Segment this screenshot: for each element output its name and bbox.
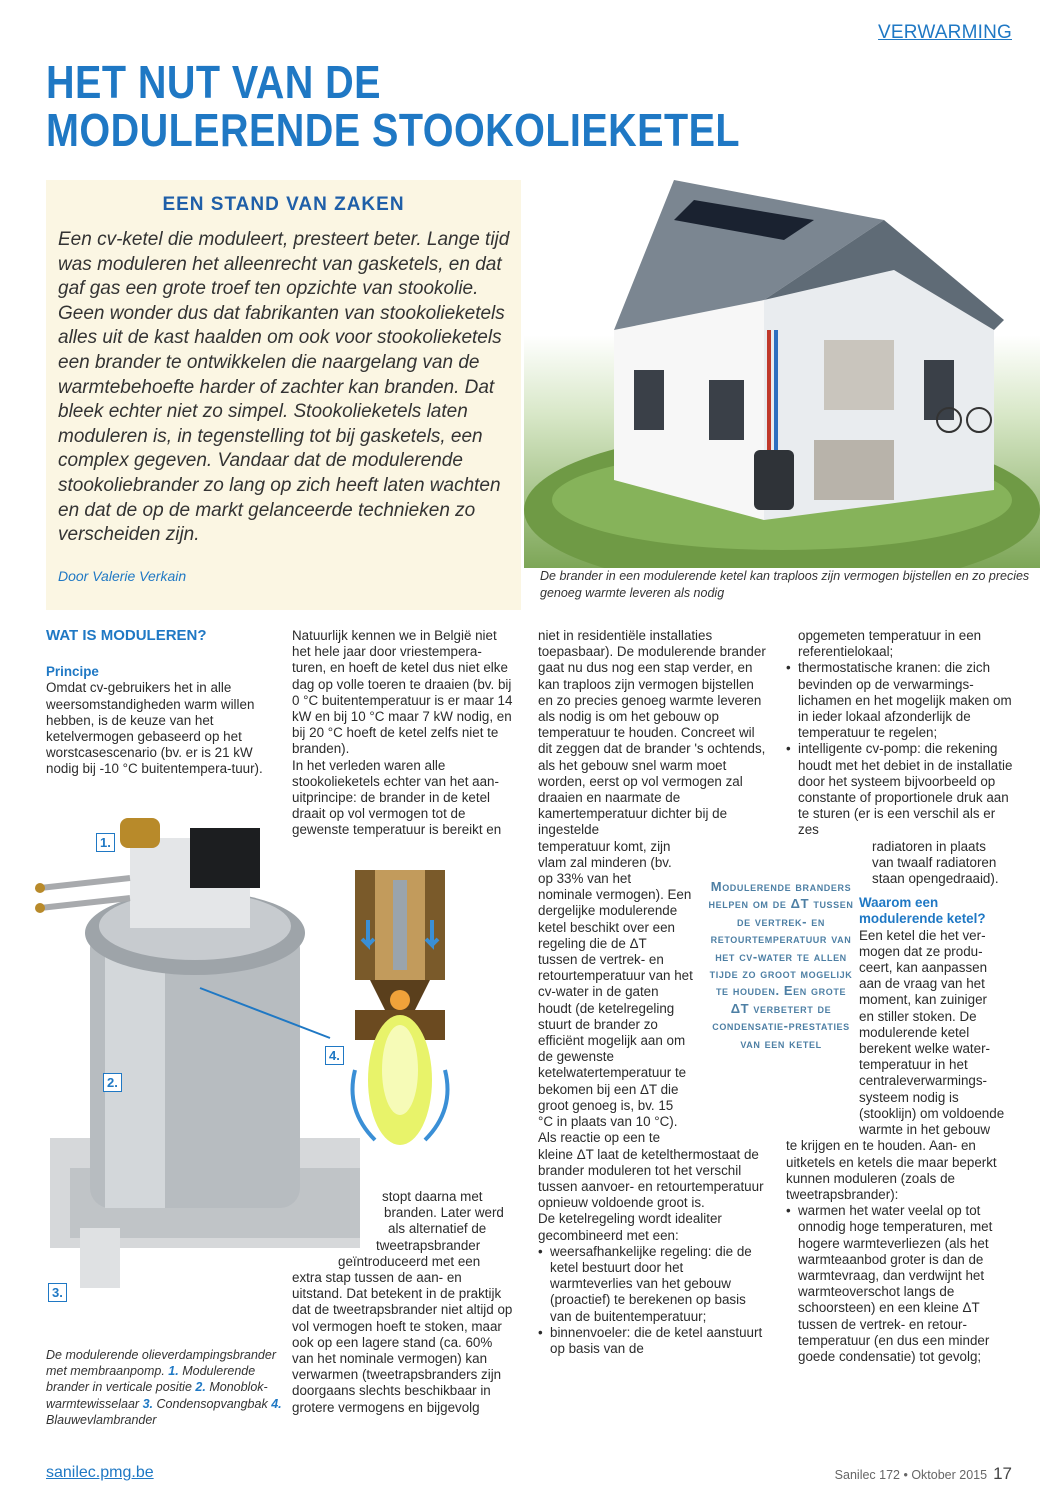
col1-text: Omdat cv-gebruikers het in alle weersomstandigheden warm willen hebben, is de keuze van het ketelvermogen gebaseerd op het worstcasescenario (bv. er is 21 kW nodig bij -10 °C buitentempera-tuur). (46, 680, 263, 777)
figure-label-2: 2. (103, 1073, 122, 1092)
col4-wrap-line: moment, kan zuiniger (859, 992, 988, 1008)
column-1 (46, 628, 274, 778)
col3-wrap-line: op 33% van het (538, 871, 632, 887)
col3-wrap-line: ketel beschikt over een (538, 919, 675, 935)
intro-heading: EEN STAND VAN ZAKEN (162, 194, 405, 215)
col3-wrap-line: tussen de vertrek- en (538, 952, 664, 968)
col4-wrap-line: modulerende ketel (859, 1024, 970, 1040)
col2-wrap-line: als alternatief de (388, 1221, 487, 1237)
subheading-waarom: Waarom een modulerende ketel? (859, 895, 986, 927)
col3-wrap-line: cv-water in de gaten (538, 984, 659, 1000)
col3-wrap-line: regeling die de ΔT (538, 935, 647, 951)
column-4 (786, 628, 1014, 1365)
col4-wrap-line: aan de vraag van het (859, 976, 985, 992)
boiler-caption: De modulerende olieverdampingsbrander met membraanpomp. 1. Modulerende brander in verticale positie 2. Monoblok-warmtewisselaar 3. Condensopvangbak 4. Blauwevlambrander (46, 1348, 282, 1427)
article-title (46, 58, 820, 154)
col3-wrap-line: groot genoeg is, bv. 15 (538, 1097, 674, 1113)
house-illustration (524, 180, 1040, 568)
col3-wrap-line: stuurt de brander zo (538, 1016, 658, 1032)
column-2-lower (292, 1189, 514, 1416)
col4-bullet: • warmen het water veelal op tot onnodig hoge temperaturen, met hogere warmteverliezen (als het warmteaanbod groter is dan de warmtevraag, dan verdwijnt het warmteoverschot langs de schoorsteen) en een kleine ΔT tussen de vertrek- en retour-temperatuur (en dus een minder goede condensatie) tot gevolg; (786, 1203, 1014, 1365)
col3-wrap-line: de gewenste (538, 1049, 614, 1065)
page-number: 17 (993, 1464, 1012, 1483)
col4-wrap-line: mogen dat ze produ- (859, 943, 983, 959)
col3-text-a: niet in residentiële installaties toepasbaar). De modulerende brander gaat nu dus nog een stap verder, en kan traploos zijn vermogen bijstellen en zo precies genoeg warmte leveren als nodig is om het gebouw op temperatuur te houden. Concreet wil dit zeggen dat de brander 's ochtends, als het gebouw snel warm moet worden, eerst op vol vermogen zal draaien en naarmate de kamertemperatuur dichter bij de ingestelde (538, 628, 766, 838)
col3-text-c: kleine ΔT laat de ketelthermostaat de brander moduleren tot het verschil tussen aanvoer- en retourtemperatuur opnieuw voldoende groot is. (538, 1146, 764, 1211)
figure-label-4: 4. (325, 1046, 344, 1065)
col4-wrap-line: warmte in het gebouw (859, 1122, 991, 1138)
col3-text-d: De ketelregeling wordt idealiter gecombineerd met een: (538, 1211, 722, 1243)
col3-wrap-line: retourtemperatuur van het (538, 968, 693, 984)
col4-wrap-line: (stooklijn) om voldoende (859, 1105, 1005, 1121)
col3-wrap-line: dergelijke modulerende (538, 903, 678, 919)
col2-wrap-line: stopt daarna met (382, 1189, 483, 1204)
col3-bullet: • binnenvoeler: die de ketel aanstuurt op basis van de (538, 1325, 766, 1357)
col4-wrap-line: en stiller stoken. De (859, 1008, 977, 1024)
col3-wrap-line: houdt (de ketelregeling (538, 1000, 675, 1016)
col4-wrap-line: radiatoren in plaats (872, 838, 986, 854)
col2-text-d: extra stap tussen de aan- en uitstand. Dat betekent in de praktijk dat de tweetrapsbrander niet altijd op vol vermogen hoeft te stoken, maar ook op een lagere stand (ca. 60% van het nominale vermogen) kan verwarmen (tweetrapsbranders zijn doorgaans slechts beschikbaar in grotere vermogens en bijgevolg (292, 1270, 513, 1415)
col2-wrap-line: geïntroduceerd met een (338, 1253, 481, 1269)
col3-wrap-line: Als reactie op een te (538, 1130, 661, 1146)
col4-wrap-line: temperatuur in het (859, 1057, 968, 1073)
footer-issue: Sanilec 172 • Oktober 2015 17 (834, 1464, 1012, 1483)
pull-quote: Modulerende branders helpen om de ΔT tussen de vertrek- en retourtemperatuur van het cv-water te allen tijde zo groot mogelijk te houden. Een grote ΔT verbetert de condensatie-prestaties van een ketel (708, 879, 854, 1051)
col3-wrap-line: °C in plaats van 10 °C). (538, 1114, 678, 1130)
col4-wrap-line: staan opengedraaid). (872, 871, 999, 887)
col4-wrap-line: berekent welke water- (859, 1041, 990, 1057)
col2-text-b: In het verleden waren alle stookolieketels echter van het aan-uitprincipe: de brander in de ketel draait op vol vermogen tot de gewenste temperatuur is bereikt en (292, 757, 502, 838)
intro-author: Door Valerie Verkain (58, 568, 187, 584)
intro-text: Een cv-ketel die moduleert, presteert beter. Lange tijd was moduleren het alleenrecht van gasketels, en dat gaf gas een grote troef ten opzichte van stookolie. Geen wonder dus dat fabrikanten van stookolieketels alles uit de kast haalden om ook voor stookolieketels een brander te ontwikkelen die naargelang van de warmtebehoefte harder of zachter kan branden. Dat bleek echter niet zo simpel. Stookolieketels laten moduleren is, in tegenstelling tot bij gasketels, een complex gegeven. Vandaar dat de modulerende stookoliebrander zo lang op zich heeft laten wachten en dat de op de markt gelanceerde technieken zo verscheiden zijn. (58, 229, 510, 546)
footer-website-link[interactable]: sanilec.pmg.be (46, 1464, 154, 1481)
col3-wrap-line: ketelwatertemperatuur te (538, 1065, 687, 1081)
title-line-1: HET NUT VAN DE (46, 56, 381, 108)
figure-label-3: 3. (48, 1283, 67, 1302)
col3-wrap-line: temperatuur komt, zijn (538, 838, 671, 854)
house-caption: De brander in een modulerende ketel kan traploos zijn vermogen bijstellen en zo precies genoeg warmte leveren als nodig (540, 569, 1030, 600)
col4-wrap-line: centraleverwarmings- (859, 1073, 987, 1089)
col2-text-a: Natuurlijk kennen we in België niet het hele jaar door vriestempera-turen, en hoeft de ketel dus niet elke dag op volle toeren te draaien (bv. bij 0 °C buitentemperatuur is er maar 14 kW en bij 10 °C maar 7 kW nodig, en bij 20 °C hoeft de ketel zelfs niet te branden). (292, 628, 513, 757)
intro-box (46, 180, 521, 610)
col3-bullet: • weersafhankelijke regeling: die de ketel bestuurt door het warmteverlies van het gebouw (proactief) te berekenen op basis van de buitentemperatuur; (538, 1244, 766, 1325)
figure-label-1: 1. (96, 833, 115, 852)
col3-wrap-line: nominale vermogen). Een (538, 887, 692, 903)
column-2 (292, 628, 514, 839)
section-heading: WAT IS MODULEREN? (46, 627, 207, 644)
col4-bullet: • intelligente cv-pomp: die rekening houdt met het debiet in de installatie door het systeem bijvoorbeeld op constante of proportionele druk aan te sturen (er is een verschil als er zes (786, 741, 1014, 838)
col3-wrap-line: efficiënt mogelijk aan om (538, 1033, 686, 1049)
col4-wrap-line: van twaalf radiatoren (872, 854, 997, 870)
col2-wrap-line: tweetrapsbrander (376, 1237, 481, 1253)
col4-text-a: opgemeten temperatuur in een referentielokaal; (798, 628, 982, 660)
col4-wrap-line: ceert, kan aanpassen (859, 960, 988, 976)
section-tag: VERWARMING (878, 22, 1012, 43)
col4-bullet: • thermostatische kranen: die zich bevinden op de verwarmings-lichamen en het mogelijk maken om in ieder lokaal afzonderlijk de temperatuur te regelen; (786, 660, 1014, 741)
col3-wrap-line: vlam zal minderen (bv. (538, 854, 672, 870)
col4-wrap-line: systeem nodig is (859, 1089, 959, 1105)
col2-wrap-line: branden. Later werd (384, 1205, 504, 1221)
burner-flame-illustration (320, 870, 470, 1170)
col3-wrap-line: bekomen bij een ΔT die (538, 1081, 679, 1097)
subheading-principe: Principe (46, 664, 99, 680)
title-line-2: MODULERENDE STOOKOLIEKETEL (46, 104, 741, 156)
col4-wrap-line: Een ketel die het ver- (859, 927, 986, 943)
col4-text-d: te krijgen en te houden. Aan- en uitketels en ketels die maar beperkt kunnen moduleren (zoals de tweetrapsbrander): (786, 1138, 997, 1202)
